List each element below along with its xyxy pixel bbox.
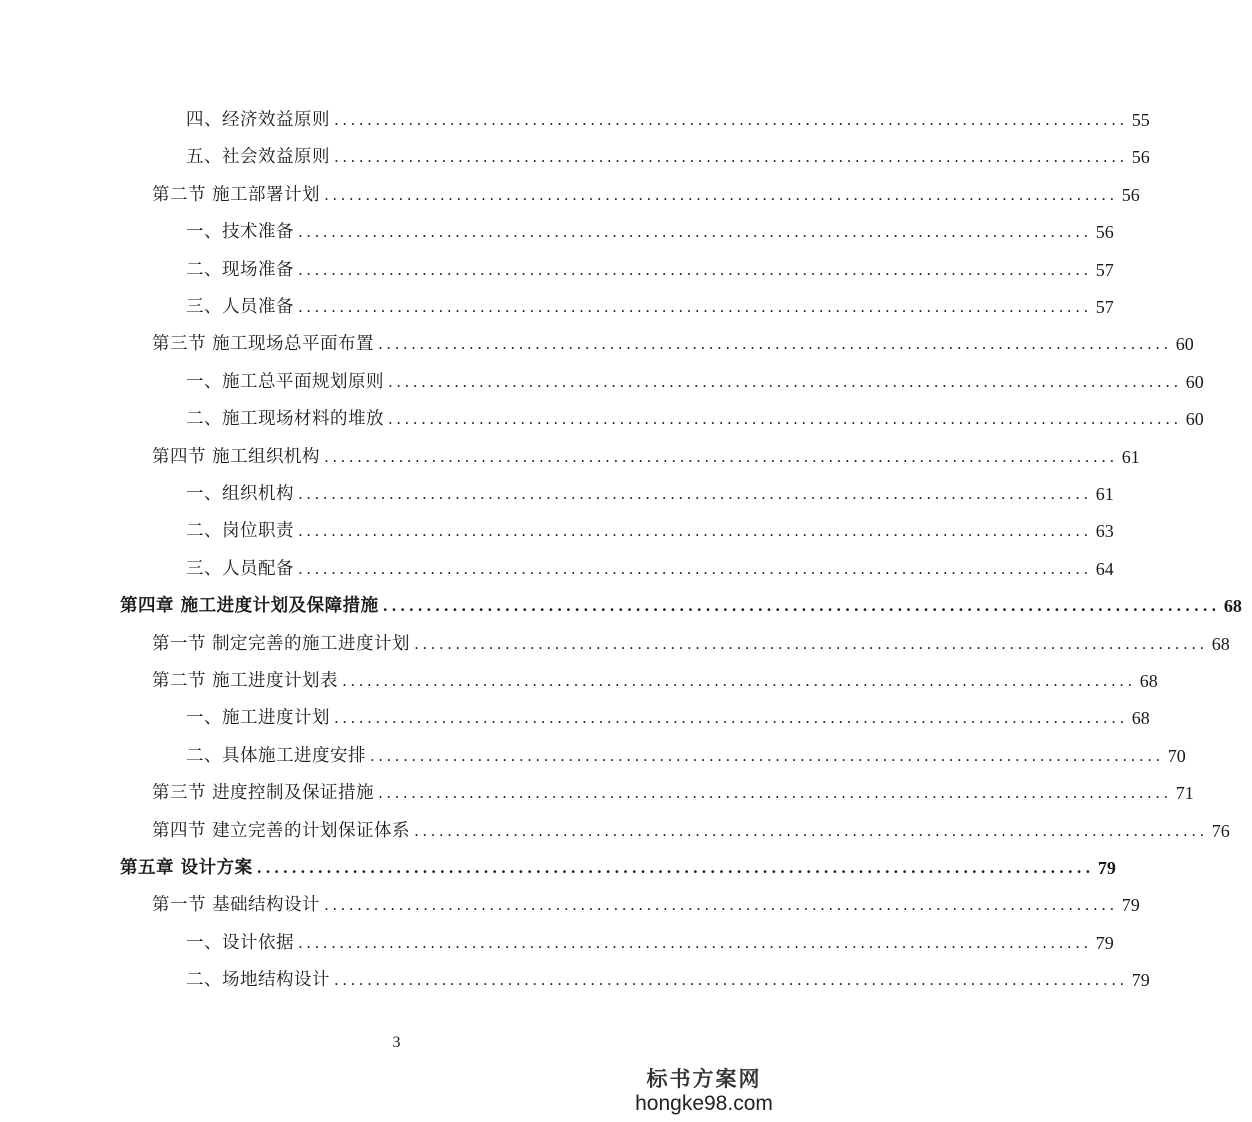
toc-entry (0, 928, 1114, 954)
toc-entry-page: 64 (1095, 558, 1114, 579)
toc-entry-title: 第三节 进度控制及保证措施 (152, 783, 375, 804)
watermark-logo (629, 1066, 779, 1116)
toc-entry (0, 442, 1140, 468)
toc-entry-page: 79 (1095, 932, 1114, 953)
toc-entry-title: 一、技术准备 (186, 222, 294, 243)
toc-entry-page: 68 (1211, 633, 1230, 654)
toc-entry (0, 255, 1114, 281)
toc-leader-dots: ................................................................................................ (382, 597, 1220, 616)
toc-leader-dots: ................................................................................................ (298, 223, 1092, 242)
toc-entry (0, 367, 1204, 393)
toc-entry-page: 60 (1185, 371, 1204, 392)
toc-leader-dots: ................................................................................................ (342, 672, 1136, 690)
toc-entry (0, 741, 1186, 767)
toc-entry-title: 第二节 施工进度计划表 (152, 671, 339, 691)
toc-entry (0, 217, 1114, 243)
toc-entry-page: 56 (1095, 222, 1114, 243)
toc-entry (0, 890, 1140, 916)
toc-entry-page: 79 (1097, 858, 1116, 878)
toc-entry-page: 76 (1211, 820, 1230, 841)
toc-leader-dots: ................................................................................................ (298, 522, 1092, 541)
watermark-chinese-text: 标书方案网 (646, 1066, 762, 1091)
toc-entry-title: 二、具体施工进度安排 (186, 745, 366, 766)
toc-leader-dots: ................................................................................................ (298, 485, 1092, 503)
toc-entry (0, 629, 1230, 655)
toc-entry (0, 853, 1116, 879)
toc-entry-title: 二、场地结构设计 (186, 970, 330, 991)
toc-entry-page: 68 (1223, 596, 1242, 617)
toc-entry (0, 404, 1204, 430)
toc-entry (0, 554, 1114, 580)
toc-leader-dots: ................................................................................................ (324, 447, 1118, 466)
toc-entry-page: 68 (1131, 708, 1150, 729)
toc-leader-dots: ................................................................................................ (334, 111, 1128, 129)
toc-leader-dots: ................................................................................................ (298, 260, 1092, 279)
watermark-url-text: hongke98.com (635, 1092, 773, 1115)
toc-entry (0, 778, 1194, 804)
toc-entry-title: 三、人员配备 (186, 558, 294, 579)
toc-entry (0, 479, 1114, 505)
toc-entry-page: 79 (1121, 895, 1140, 916)
toc-leader-dots: ................................................................................................ (324, 185, 1118, 204)
toc-entry-page: 63 (1095, 521, 1114, 542)
toc-leader-dots: ................................................................................................ (388, 410, 1182, 429)
toc-entry-title: 第三节 施工现场总平面布置 (152, 334, 375, 355)
toc-entry (0, 105, 1150, 131)
toc-entry-page: 56 (1121, 184, 1140, 205)
toc-entry-title: 第二节 施工部署计划 (152, 184, 321, 205)
toc-entry (0, 142, 1150, 168)
toc-leader-dots: ................................................................................................ (334, 148, 1128, 167)
page-number: 3 (392, 1034, 401, 1051)
toc-leader-dots: ................................................................................................ (324, 896, 1118, 915)
toc-entry (0, 816, 1230, 842)
toc-entry-title: 第一节 基础结构设计 (152, 895, 321, 916)
toc-entry-title: 第四节 建立完善的计划保证体系 (152, 820, 411, 841)
toc-entry (0, 591, 1242, 617)
toc-entry-title: 第一节 制定完善的施工进度计划 (152, 633, 411, 654)
toc-entry-title: 第五章 设计方案 (120, 858, 253, 878)
toc-leader-dots: ................................................................................................ (378, 784, 1172, 803)
toc-entry-page: 61 (1121, 446, 1140, 467)
toc-entry-page: 71 (1175, 783, 1194, 804)
toc-leader-dots: ................................................................................................ (334, 971, 1128, 990)
toc-entry-title: 二、现场准备 (186, 259, 294, 280)
toc-leader-dots: ................................................................................................ (298, 559, 1092, 578)
toc-entry-title: 二、施工现场材料的堆放 (186, 409, 384, 430)
toc-entry-page: 56 (1131, 147, 1150, 168)
toc-entry-title: 四、经济效益原则 (186, 110, 330, 130)
toc-leader-dots: ................................................................................................ (378, 335, 1172, 354)
toc-entry (0, 180, 1140, 206)
toc-entry (0, 965, 1150, 991)
toc-entry-title: 一、施工进度计划 (186, 708, 330, 729)
toc-entry-page: 61 (1095, 484, 1114, 504)
toc-entry-title: 第四章 施工进度计划及保障措施 (120, 596, 379, 617)
toc-leader-dots: ................................................................................................ (414, 634, 1208, 653)
toc-leader-dots: ................................................................................................ (334, 709, 1128, 728)
toc-entry (0, 516, 1114, 542)
toc-entry-title: 三、人员准备 (186, 297, 294, 317)
toc-entry-title: 一、组织机构 (186, 484, 294, 504)
toc-leader-dots: ................................................................................................ (414, 821, 1208, 840)
toc-entry-title: 第四节 施工组织机构 (152, 446, 321, 467)
toc-entry-page: 57 (1095, 259, 1114, 280)
toc-leader-dots: ................................................................................................ (298, 933, 1092, 952)
toc-entry-page: 60 (1175, 334, 1194, 355)
toc-leader-dots: ................................................................................................ (388, 372, 1182, 391)
toc-entry-title: 二、岗位职责 (186, 521, 294, 542)
toc-entry (0, 292, 1114, 318)
toc-leader-dots: ................................................................................................ (370, 746, 1164, 765)
toc-leader-dots: ................................................................................................ (298, 298, 1092, 316)
toc-entry-page: 60 (1185, 409, 1204, 430)
toc-entry-page: 79 (1131, 970, 1150, 991)
toc-entry-page: 57 (1095, 297, 1114, 317)
toc-leader-dots: ................................................................................................ (256, 859, 1094, 877)
toc-entry-page: 70 (1167, 745, 1186, 766)
toc-entry-page: 55 (1131, 110, 1150, 130)
toc-entry-title: 一、设计依据 (186, 932, 294, 953)
toc-entry-title: 一、施工总平面规划原则 (186, 371, 384, 392)
toc-entry (0, 329, 1194, 355)
toc-entry (0, 703, 1150, 729)
toc-entry-page: 68 (1139, 671, 1158, 691)
toc-entry-title: 五、社会效益原则 (186, 147, 330, 168)
toc-entry (0, 666, 1158, 692)
